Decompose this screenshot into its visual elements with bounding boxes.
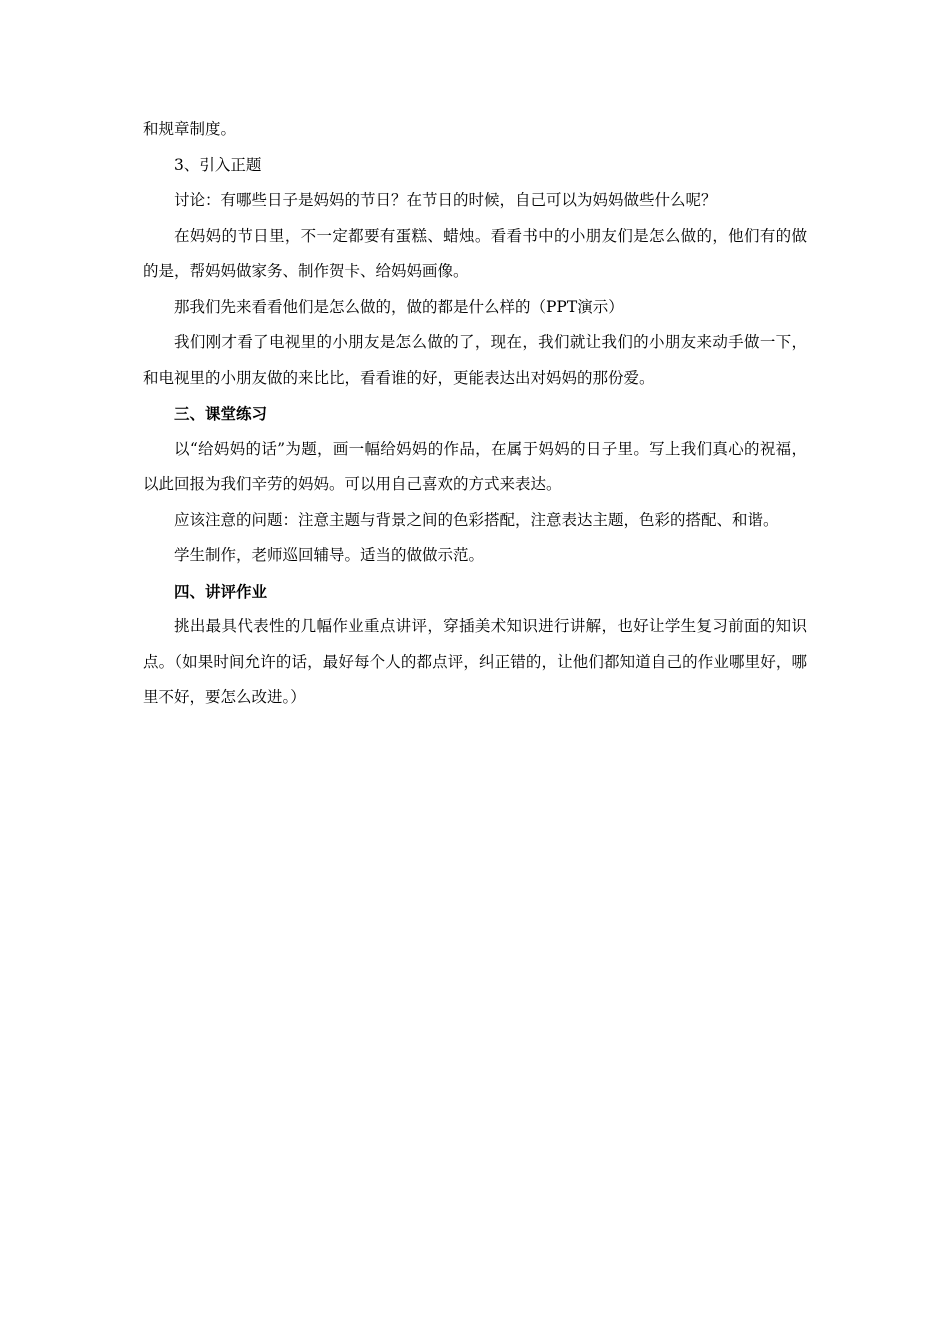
document-body	[143, 112, 807, 716]
heading-homework-review: 四、讲评作业	[174, 581, 268, 601]
paragraph-section-3-title: 3、引入正题	[174, 155, 262, 174]
paragraph-hands-on: 我们刚才看了电视里的小朋友是怎么做的了，现在，我们就让我们的小朋友来动手做一下，和电视里的小朋友做的来比比，看看谁的好，更能表达出对妈妈的那份爱。	[143, 333, 807, 387]
paragraph-student-work: 学生制作，老师巡回辅导。适当的做做示范。	[174, 546, 485, 564]
paragraph-continuation: 和规章制度。	[143, 120, 237, 138]
paragraph-discussion: 讨论：有哪些日子是妈妈的节日？在节日的时候，自己可以为妈妈做些什么呢？	[174, 191, 717, 209]
paragraph-review-details: 挑出最具代表性的几幅作业重点讲评，穿插美术知识进行讲解，也好让学生复习前面的知识点。（如果时间允许的话，最好每个人的都点评，纠正错的，让他们都知道自己的作业哪里好，哪里不好，要怎么改进。）	[143, 617, 807, 706]
paragraph-attention-points: 应该注意的问题：注意主题与背景之间的色彩搭配，注意表达主题，色彩的搭配、和谐。	[174, 510, 779, 529]
paragraph-ppt-demo: 那我们先来看看他们是怎么做的，做的都是什么样的（PPT演示）	[174, 297, 624, 316]
heading-classroom-practice: 三、课堂练习	[174, 404, 268, 423]
paragraph-practice-task: 以“给妈妈的话”为题，画一幅给妈妈的作品，在属于妈妈的日子里。写上我们真心的祝福，以此回报为我们辛劳的妈妈。可以用自己喜欢的方式来表达。	[143, 439, 807, 493]
paragraph-mothers-day: 在妈妈的节日里，不一定都要有蛋糕、蜡烛。看看书中的小朋友们是怎么做的，他们有的做的是，帮妈妈做家务、制作贺卡、给妈妈画像。	[143, 226, 807, 280]
